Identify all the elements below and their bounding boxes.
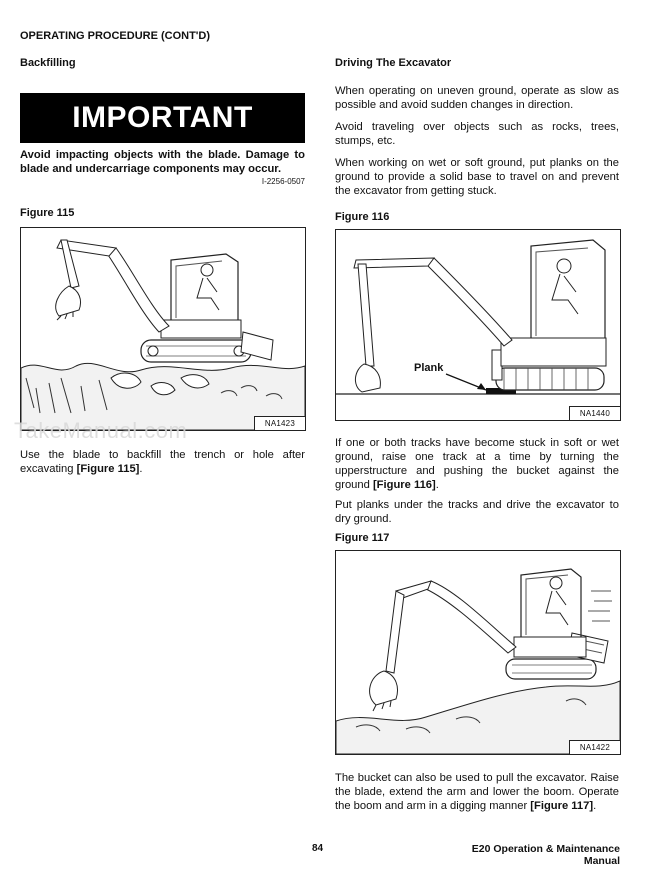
figure-115-caption: Figure 115 (20, 207, 75, 219)
watermark: TakeManual.com (14, 418, 188, 443)
important-title: IMPORTANT (72, 101, 253, 134)
excavator-plank-illustration (336, 230, 620, 420)
important-code: I-2256-0507 (261, 177, 305, 186)
figure-115-code: NA1423 (254, 416, 305, 430)
backfill-paragraph-text: Use the blade to backfill the trench or hole after excavating (20, 449, 305, 475)
plank-label: Plank (414, 362, 444, 374)
figure-116-code: NA1440 (569, 406, 620, 420)
figure-117-code: NA1422 (569, 740, 620, 754)
figure-115 (20, 227, 306, 431)
driving-paragraph-6 (335, 771, 619, 813)
figure-116-caption: Figure 116 (335, 211, 390, 223)
figure-117 (335, 550, 621, 755)
driving-paragraph-6-end: . (593, 800, 597, 812)
driving-paragraph-1: When operating on uneven ground, operate as slow as possible and avoid sudden changes in direction. (335, 85, 619, 111)
driving-paragraph-2: Avoid traveling over objects such as rocks, trees, stumps, etc. (335, 121, 619, 147)
figure-115-ref: [Figure 115] (76, 463, 140, 475)
driving-paragraph-3: When working on wet or soft ground, put planks on the ground to provide a solid base to travel on and prevent the excavator from getting stuck. (335, 157, 619, 197)
figure-116 (335, 229, 621, 421)
figure-116-ref: [Figure 116] (372, 479, 436, 491)
driving-paragraph-4-text: If one or both tracks have become stuck in soft or wet ground, raise one track at a time by turning the upperstructure and pushing the bucket against the ground (335, 437, 619, 491)
figure-117-caption: Figure 117 (335, 532, 390, 544)
page-number: 84 (312, 843, 324, 854)
important-banner (20, 93, 305, 143)
backfilling-heading: Backfilling (20, 57, 76, 69)
driving-paragraph-5: Put planks under the tracks and drive the excavator to dry ground. (335, 499, 619, 525)
backfill-paragraph-end: . (139, 463, 143, 475)
backfill-paragraph (20, 448, 305, 476)
important-text: Avoid impacting objects with the blade. Damage to blade and undercarriage components may occur. (20, 149, 305, 175)
excavator-backfill-illustration (21, 228, 305, 430)
manual-title: E20 Operation & Maintenance Manual (471, 843, 620, 867)
driving-paragraph-4 (335, 436, 619, 492)
excavator-pulling-illustration (336, 551, 620, 754)
driving-paragraph-6-text: The bucket can also be used to pull the excavator. Raise the blade, extend the arm and lower the boom. Operate the boom and arm in a digging manner (335, 772, 619, 812)
driving-paragraph-4-end: . (435, 479, 439, 491)
driving-heading: Driving The Excavator (335, 57, 452, 69)
section-title: OPERATING PROCEDURE (CONT'D) (20, 30, 211, 42)
figure-117-ref: [Figure 117] (530, 800, 594, 812)
